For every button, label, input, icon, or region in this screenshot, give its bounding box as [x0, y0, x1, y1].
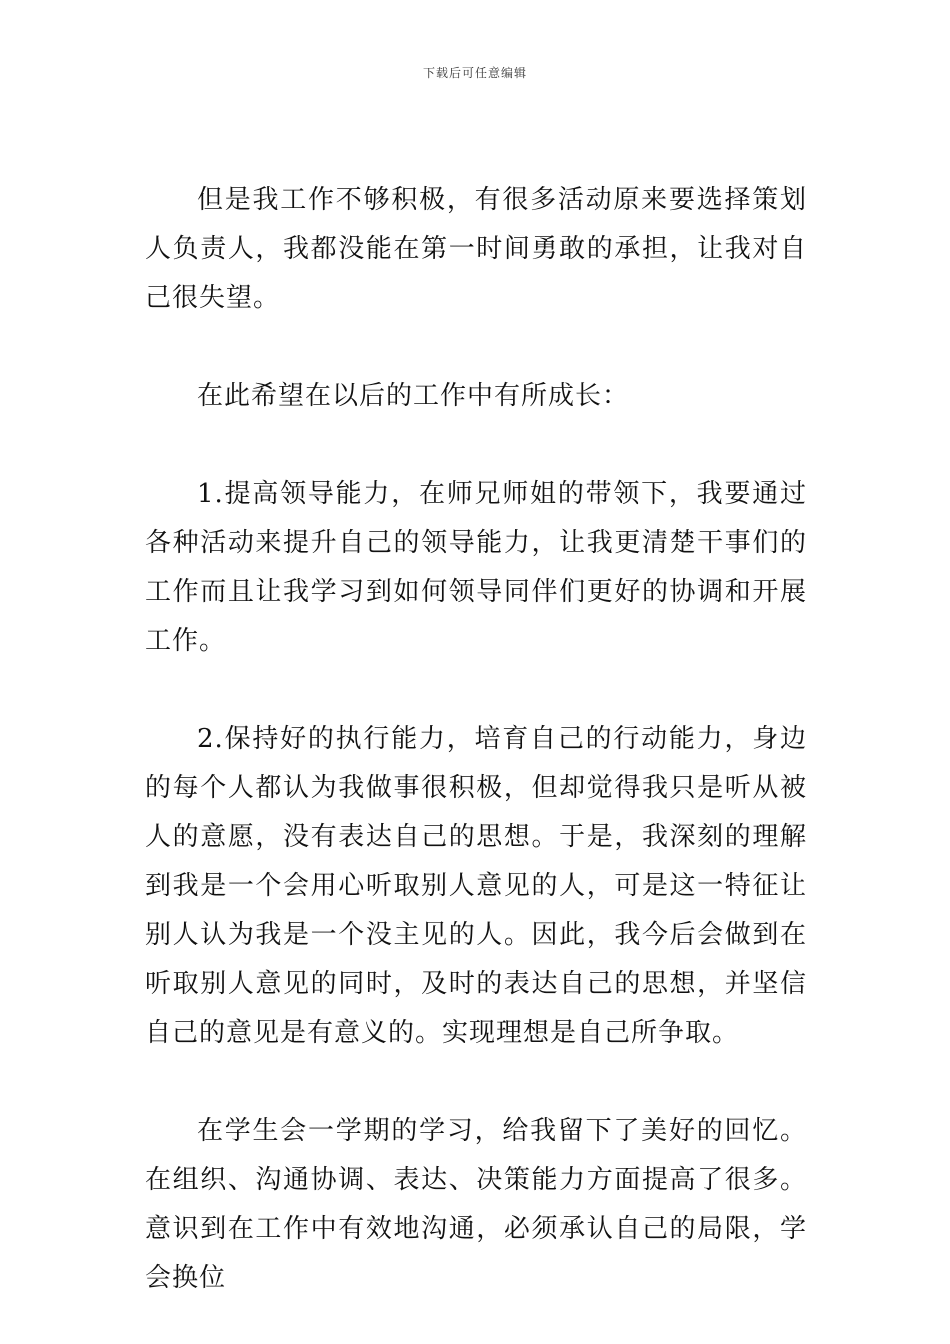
paragraph: 在此希望在以后的工作中有所成长：	[197, 381, 630, 411]
header-note: 下载后可任意编辑	[422, 66, 527, 80]
paragraph: 1.提高领导能力，在师兄师姐的带领下，我要通过各种活动来提升自己的领导能力，让我更清楚干事们的工作而且让我学习到如何领导同伴们更好的协调和开展工作。	[145, 479, 807, 656]
paragraph: 在学生会一学期的学习，给我留下了美好的回忆。在组织、沟通协调、表达、决策能力方面提高了很多。意识到在工作中有效地沟通，必须承认自己的局限，学会换位	[145, 1116, 807, 1293]
document-body	[145, 176, 807, 1303]
paragraph: 2.保持好的执行能力，培育自己的行动能力，身边的每个人都认为我做事很积极，但却觉得我只是听从被人的意愿，没有表达自己的思想。于是，我深刻的理解到我是一个会用心听取别人意见的人，可是这一特征让别人认为我是一个没主见的人。因此，我今后会做到在听取别人意见的同时，及时的表达自己的思想，并坚信自己的意见是有意义的。实现理想是自己所争取。	[145, 724, 807, 1048]
paragraph: 但是我工作不够积极，有很多活动原来要选择策划人负责人，我都没能在第一时间勇敢的承担，让我对自己很失望。	[145, 185, 807, 313]
